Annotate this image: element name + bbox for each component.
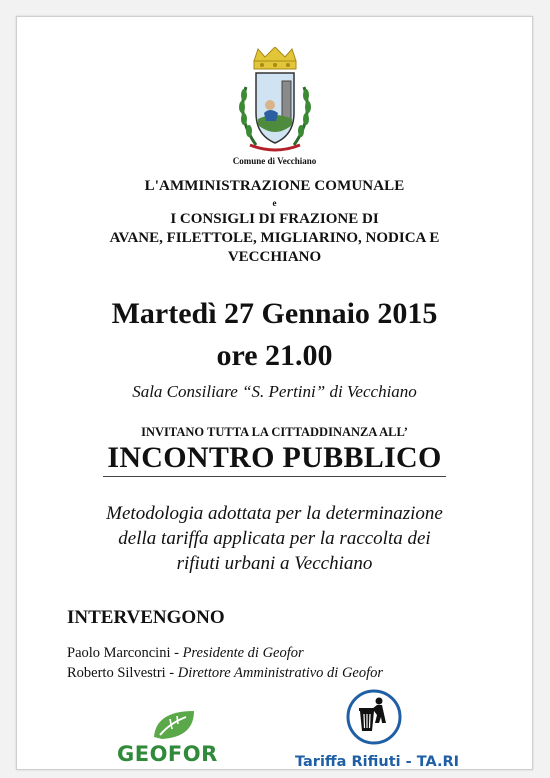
comune-label: Comune di Vecchiano [232,156,317,166]
event-time: ore 21.00 [216,339,333,372]
header-councils [17,210,532,267]
comune-crest-icon [232,47,318,157]
event-title-wrap [17,441,532,477]
event-subtitle-line: della tariffa applicata per la raccolta dei [118,528,431,549]
speaker-item [67,665,383,682]
speaker-role: Presidente di Geofor [182,645,304,661]
event-subtitle-line: rifiuti urbani a Vecchiano [176,553,373,574]
recycle-bin-icon [346,689,402,745]
header-line-places: AVANE, FILETTOLE, MIGLIARINO, NODICA E [109,230,440,246]
header-conjunction: e [272,198,277,208]
geofor-leaf-icon [150,707,198,743]
tari-logo-text: Tariffa Rifiuti - TA.RI [295,754,460,770]
event-subtitle-line: Metodologia adottata per la determinazione [106,503,443,524]
poster-page [16,16,533,770]
event-subtitle [17,501,532,576]
speaker-item [67,645,304,662]
speaker-role: Direttore Amministrativo di Geofor [177,665,384,681]
header-line-councils: I CONSIGLI DI FRAZIONE DI [170,211,379,227]
event-title: INCONTRO PUBBLICO [103,441,445,477]
header-line-vecchiano: VECCHIANO [227,249,322,265]
header-line-administration: L'AMMINISTRAZIONE COMUNALE [144,178,405,194]
geofor-logo-text: GEOFOR [117,742,218,766]
speakers-heading: INTERVENGONO [67,607,225,628]
invite-line: INVITANO TUTTA LA CITTADDINANZA ALL’ [141,425,408,439]
event-date: Martedì 27 Gennaio 2015 [111,297,438,330]
speaker-name: Roberto Silvestri - [67,665,178,681]
event-venue: Sala Consiliare “S. Pertini” di Vecchiano [132,382,417,401]
speaker-name: Paolo Marconcini - [67,645,183,661]
